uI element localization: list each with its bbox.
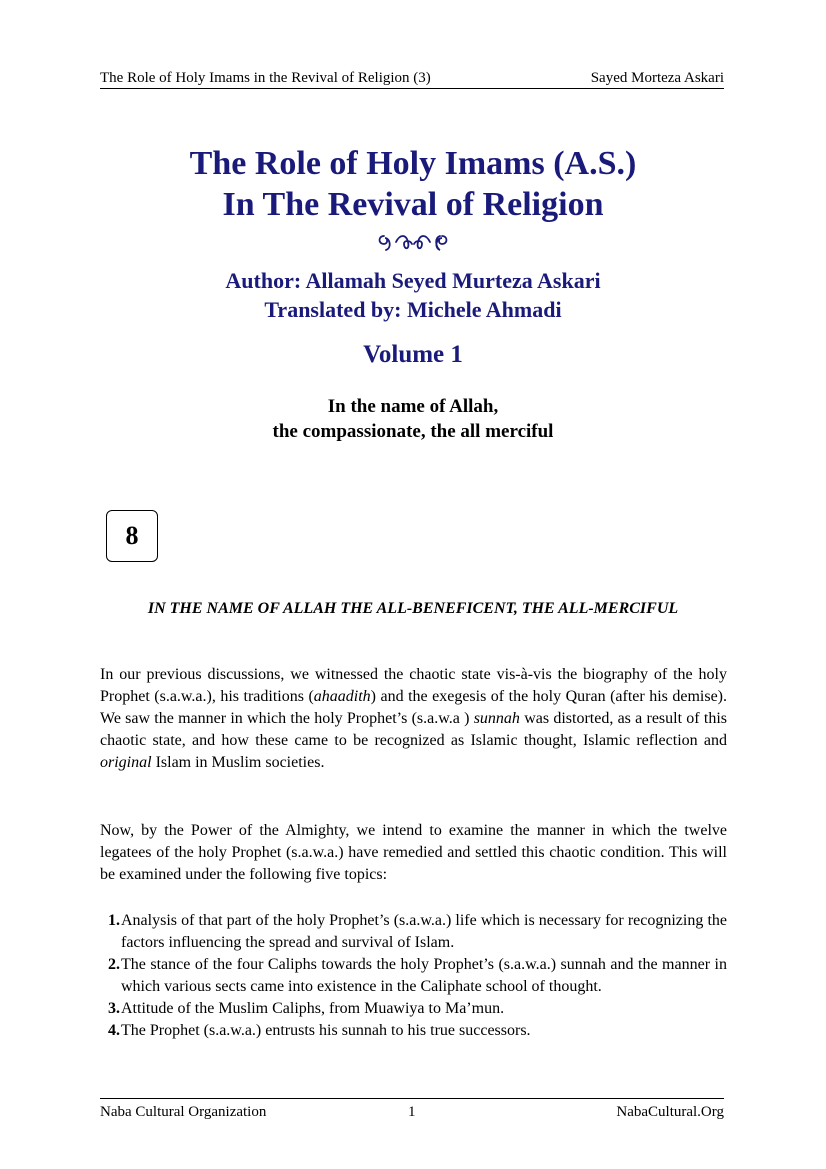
author-credits [0,266,826,324]
page-number: 1 [408,1104,416,1120]
list-item-number: 3. [108,1000,120,1017]
p1-text-d: Islam in Muslim societies. [151,754,325,771]
running-footer [100,1098,724,1123]
paragraph-1 [100,664,727,774]
header-author: Sayed Morteza Askari [590,70,724,86]
list-item-number: 4. [108,1022,120,1039]
invocation-line-2: the compassionate, the all merciful [272,421,554,442]
list-item [100,954,727,998]
header-book-title: The Role of Holy Imams in the Revival of Religion (3) [100,70,431,86]
author-line: Author: Allamah Seyed Murteza Askari [225,268,601,293]
running-header [100,68,724,89]
list-item-text: The Prophet (s.a.w.a.) entrusts his sunnah to his true successors. [121,1022,531,1039]
translator-line: Translated by: Michele Ahmadi [264,297,562,322]
invocation-line-1: In the name of Allah, [327,396,499,417]
topics-list [100,910,727,1042]
session-number-box [106,510,158,562]
p1-text-c: was distorted, as a result of this chaotic state, and how these came to be recognized as Islamic thought, Islamic reflection and [100,710,728,749]
volume-label: Volume 1 [363,341,463,368]
p1-emphasis-original: original [100,754,152,771]
p1-emphasis-sunnah: sunnah [473,710,520,727]
ornament-divider-icon [0,232,826,259]
invocation [0,394,826,444]
list-item-number: 1. [108,912,120,929]
p1-text-b: ) and the exegesis of the holy Quran (after his demise). We saw the manner in which the holy Prophet’s (s.a.w.a ) [100,688,728,727]
title-line-2: In The Revival of Religion [222,186,604,223]
page-title [0,143,826,225]
footer-website: NabaCultural.Org [616,1104,724,1120]
list-item [100,910,727,954]
list-item [100,1020,727,1042]
list-item-text: Analysis of that part of the holy Prophet’s (s.a.w.a.) life which is necessary for recognizing the factors influencing the spread and survival of Islam. [121,912,727,951]
title-line-1: The Role of Holy Imams (A.S.) [189,145,637,182]
list-item-number: 2. [108,956,120,973]
list-item [100,998,727,1020]
section-heading: IN THE NAME OF ALLAH THE ALL-BENEFICENT, THE ALL-MERCIFUL [147,600,679,617]
paragraph-2: Now, by the Power of the Almighty, we intend to examine the manner in which the twelve legatees of the holy Prophet (s.a.w.a.) have remedied and settled this chaotic condition. This will be examined under the following five topics: [100,822,727,883]
list-item-text: The stance of the four Caliphs towards the holy Prophet’s (s.a.w.a.) sunnah and the manner in which various sects came into existence in the Caliphate school of thought. [121,956,727,995]
footer-organization: Naba Cultural Organization [100,1104,267,1120]
ornament-glyph-icon [376,232,450,254]
p1-text-a: In our previous discussions, we witnessed the chaotic state vis-à-vis the biography of the holy Prophet (s.a.w.a.), his traditions ( [100,666,727,705]
session-number: 8 [125,521,139,550]
p1-emphasis-ahaadith: ahaadith [313,688,371,705]
list-item-text: Attitude of the Muslim Caliphs, from Muawiya to Ma’mun. [121,1000,505,1017]
